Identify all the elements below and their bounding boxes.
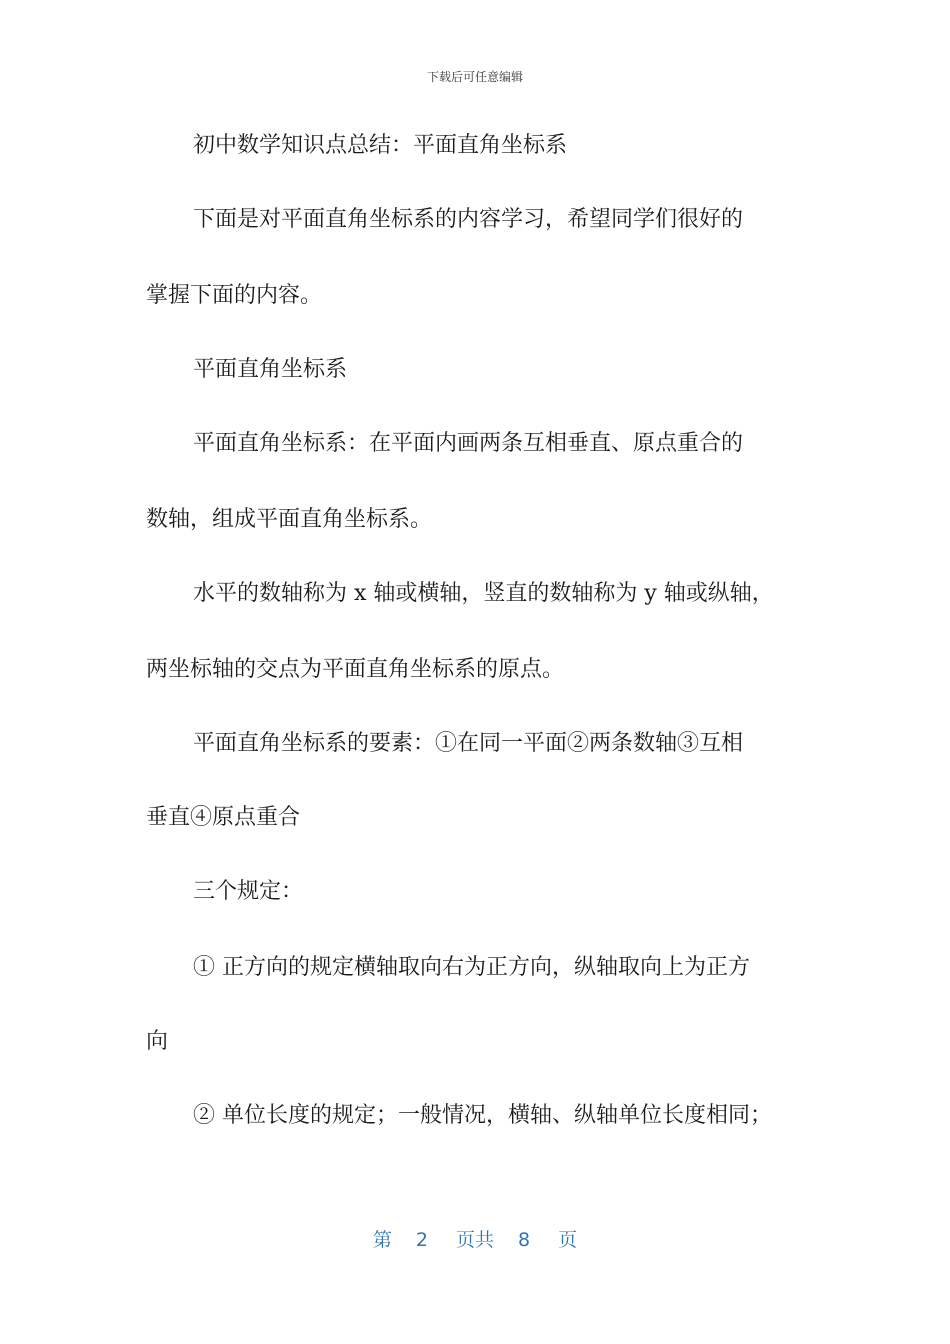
footer-total-pages: 8 [518,1229,531,1251]
paragraph-line: 平面直角坐标系：在平面内画两条互相垂直、原点重合的 [193,431,744,456]
paragraph-line: 向 [146,1029,169,1054]
paragraph-line: 掌握下面的内容。 [146,283,323,308]
footer-middle: 页共 [455,1229,494,1251]
paragraph-line: ② 单位长度的规定；一般情况，横轴、纵轴单位长度相同； [193,1103,772,1128]
header-note: 下载后可任意编辑 [426,70,523,84]
paragraph-line: 垂直④原点重合 [146,805,301,830]
page-footer [0,1225,950,1252]
paragraph-line: 下面是对平面直角坐标系的内容学习，希望同学们很好的 [193,207,744,232]
footer-suffix: 页 [558,1229,578,1251]
document-title: 初中数学知识点总结：平面直角坐标系 [193,133,568,158]
footer-prefix: 第 [372,1229,392,1251]
paragraph-line: 两坐标轴的交点为平面直角坐标系的原点。 [146,657,565,682]
paragraph-line: 水平的数轴称为 x 轴或横轴，竖直的数轴称为 y 轴或纵轴， [193,581,774,606]
paragraph-line: ① 正方向的规定横轴取向右为正方向，纵轴取向上为正方 [193,955,750,980]
paragraph-line: 数轴，组成平面直角坐标系。 [146,507,433,532]
footer-current-page: 2 [415,1229,428,1251]
paragraph-line: 平面直角坐标系的要素：①在同一平面②两条数轴③互相 [193,731,744,756]
section-heading: 平面直角坐标系 [193,357,348,382]
paragraph-line: 三个规定： [193,879,304,904]
